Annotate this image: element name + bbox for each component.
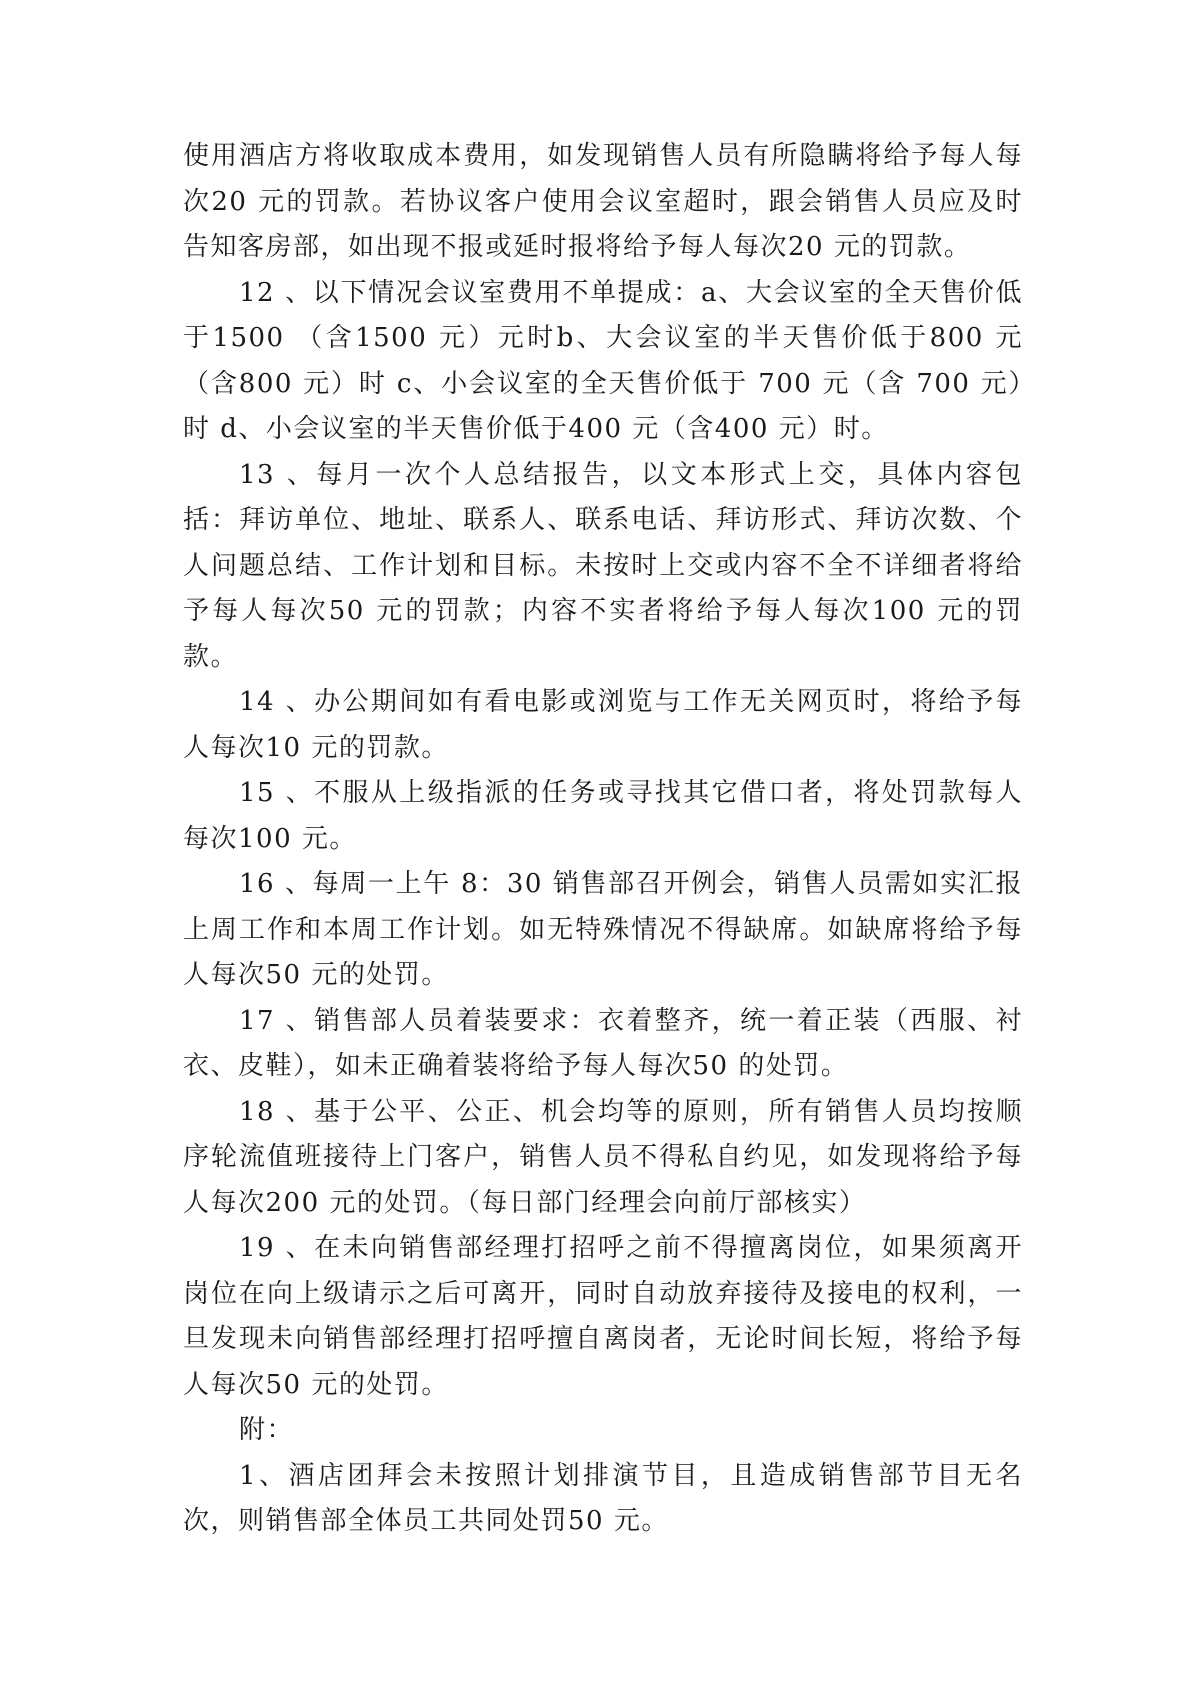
- paragraph-rule-13: 13 、每月一次个人总结报告，以文本形式上交，具体内容包括：拜访单位、地址、联系人、联系电话、拜访形式、拜访次数、个人问题总结、工作计划和目标。未按时上交或内容不全不详细者将给予每人每次50 元的罚款；内容不实者将给予每人每次100 元的罚款。: [183, 459, 1023, 672]
- paragraph-rule-12: 12 、以下情况会议室费用不单提成：a、大会议室的全天售价低于1500 （含1500 元）元时b、大会议室的半天售价低于800 元（含800 元）时 c、小会议室的全天售价低于 700 元（含 700 元）时 d、小会议室的半天售价低于400 元（含400 元）时。: [183, 277, 1023, 444]
- document-body: [183, 134, 1023, 1545]
- paragraph-rule-17: 17 、销售部人员着装要求：衣着整齐，统一着正装（西服、衬衣、皮鞋），如未正确着装将给予每人每次50 的处罚。: [183, 1005, 1023, 1081]
- paragraph-rule-15: 15 、不服从上级指派的任务或寻找其它借口者，将处罚款每人每次100 元。: [183, 778, 1023, 854]
- paragraph-rule-14: 14 、办公期间如有看电影或浏览与工作无关网页时，将给予每人每次10 元的罚款。: [183, 687, 1023, 763]
- paragraph-continuation: 使用酒店方将收取成本费用，如发现销售人员有所隐瞒将给予每人每次20 元的罚款。若协议客户使用会议室超时，跟会销售人员应及时告知客房部，如出现不报或延时报将给予每人每次20 元的罚款。: [183, 141, 1023, 262]
- appendix-heading: 附：: [239, 1415, 295, 1445]
- paragraph-rule-16: 16 、每周一上午 8：30 销售部召开例会，销售人员需如实汇报上周工作和本周工作计划。如无特殊情况不得缺席。如缺席将给予每人每次50 元的处罚。: [183, 869, 1023, 990]
- paragraph-rule-19: 19 、在未向销售部经理打招呼之前不得擅离岗位，如果须离开岗位在向上级请示之后可离开，同时自动放弃接待及接电的权利，一旦发现未向销售部经理打招呼擅自离岗者，无论时间长短，将给予每人每次50 元的处罚。: [183, 1233, 1023, 1400]
- paragraph-rule-18: 18 、基于公平、公正、机会均等的原则，所有销售人员均按顺序轮流值班接待上门客户，销售人员不得私自约见，如发现将给予每人每次200 元的处罚。（每日部门经理会向前厅部核实）: [183, 1096, 1023, 1218]
- appendix-item-1: 1、酒店团拜会未按照计划排演节目，且造成销售部节目无名次，则销售部全体员工共同处罚50 元。: [183, 1460, 1023, 1536]
